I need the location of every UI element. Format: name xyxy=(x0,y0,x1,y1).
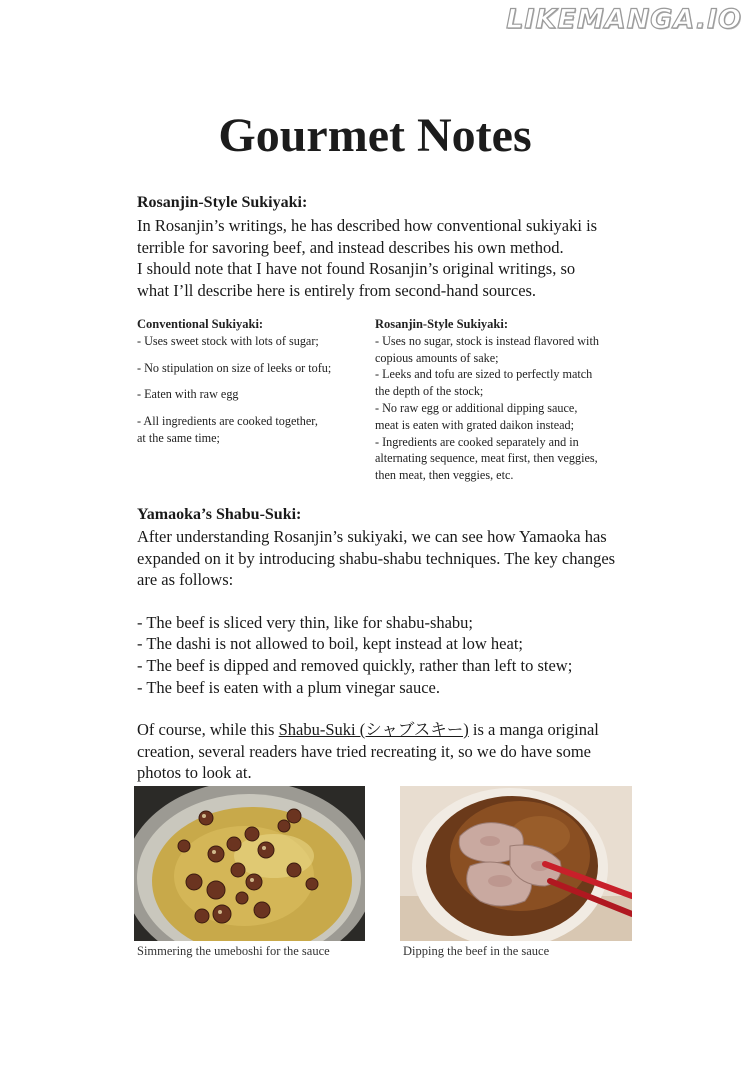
photo-beef-sauce xyxy=(400,786,632,941)
item-line: meat is eaten with grated daikon instead; xyxy=(375,417,574,432)
paragraph-line: creation, several readers have tried recreating it, so we do have some xyxy=(137,741,591,761)
item-line: at the same time; xyxy=(137,430,220,445)
list-item: - The beef is eaten with a plum vinegar sauce. xyxy=(137,677,440,697)
closing-prefix: Of course, while this xyxy=(137,720,279,740)
comparison-item xyxy=(375,333,637,367)
item-line: - Uses no sugar, stock is instead flavored with xyxy=(375,333,599,348)
paragraph-line: I should note that I have not found Rosanjin’s original writings, so xyxy=(137,259,576,279)
photo-umeboshi-pot xyxy=(134,786,365,941)
item-line: - No stipulation on size of leeks or tofu; xyxy=(137,360,332,375)
item-line: - All ingredients are cooked together, xyxy=(137,414,318,429)
beef-in-sauce-photo xyxy=(400,786,632,941)
comparison-item xyxy=(375,366,637,400)
pot-with-umeboshi-photo xyxy=(134,786,365,941)
paragraph-line: photos to look at. xyxy=(137,763,252,783)
item-line: - Eaten with raw egg xyxy=(137,387,239,402)
photo-caption: Simmering the umeboshi for the sauce xyxy=(137,944,330,958)
list-item: - The dashi is not allowed to boil, kept instead at low heat; xyxy=(137,634,523,654)
closing-paragraph xyxy=(137,719,637,784)
paragraph-line: After understanding Rosanjin’s sukiyaki, we can see how Yamaoka has xyxy=(137,527,607,546)
section-shabu-suki xyxy=(137,505,637,784)
item-line: the depth of the stock; xyxy=(375,384,484,399)
shabu-suki-link[interactable]: Shabu-Suki (シャブスキー) xyxy=(278,720,469,740)
comparison-column-rosanjin xyxy=(375,316,637,484)
photo-caption: Dipping the beef in the sauce xyxy=(403,944,550,958)
item-line: - No raw egg or additional dipping sauce, xyxy=(375,400,578,415)
list-item: - The beef is dipped and removed quickly, rather than left to stew; xyxy=(137,655,573,675)
section-heading-shabu-suki: Yamaoka’s Shabu-Suki: xyxy=(137,506,302,523)
comparison-item xyxy=(375,400,637,434)
paragraph-line: In Rosanjin’s writings, he has described how conventional sukiyaki is xyxy=(137,216,598,235)
column-heading-conventional: Conventional Sukiyaki: xyxy=(137,317,264,331)
section-heading-rosanjin: Rosanjin-Style Sukiyaki: xyxy=(137,194,308,211)
comparison-item xyxy=(375,434,637,484)
paragraph-line: expanded on it by introducing shabu-shabu techniques. The key changes xyxy=(137,548,616,568)
item-line: - Leeks and tofu are sized to perfectly match xyxy=(375,367,593,382)
paragraph-line: are as follows: xyxy=(137,570,234,590)
section-paragraph-rosanjin xyxy=(137,215,637,301)
list-item: - The beef is sliced very thin, like for shabu-shabu; xyxy=(137,612,474,632)
item-line: - Ingredients are cooked separately and in xyxy=(375,434,579,449)
comparison-item xyxy=(137,333,367,350)
item-line: - Uses sweet stock with lots of sugar; xyxy=(137,333,319,348)
page-title: Gourmet Notes xyxy=(218,109,532,162)
watermark-logo: LIKEMANGA.IO xyxy=(506,4,742,35)
item-line: then meat, then veggies, etc. xyxy=(375,468,514,483)
paragraph-line: terrible for savoring beef, and instead describes his own method. xyxy=(137,237,564,257)
comparison-item xyxy=(137,413,367,447)
section-rosanjin xyxy=(137,193,637,301)
comparison-item xyxy=(137,386,367,403)
column-heading-rosanjin: Rosanjin-Style Sukiyaki: xyxy=(375,317,509,331)
closing-suffix: is a manga original xyxy=(468,720,599,740)
section-paragraph-shabu-suki xyxy=(137,526,637,591)
item-line: copious amounts of sake; xyxy=(375,350,499,365)
key-changes-list xyxy=(137,612,637,698)
comparison-column-conventional xyxy=(137,316,367,447)
paragraph-line xyxy=(137,719,637,741)
item-line: alternating sequence, meat first, then veggies, xyxy=(375,451,598,466)
comparison-item xyxy=(137,360,367,377)
paragraph-line: what I’ll describe here is entirely from second-hand sources. xyxy=(137,280,537,300)
